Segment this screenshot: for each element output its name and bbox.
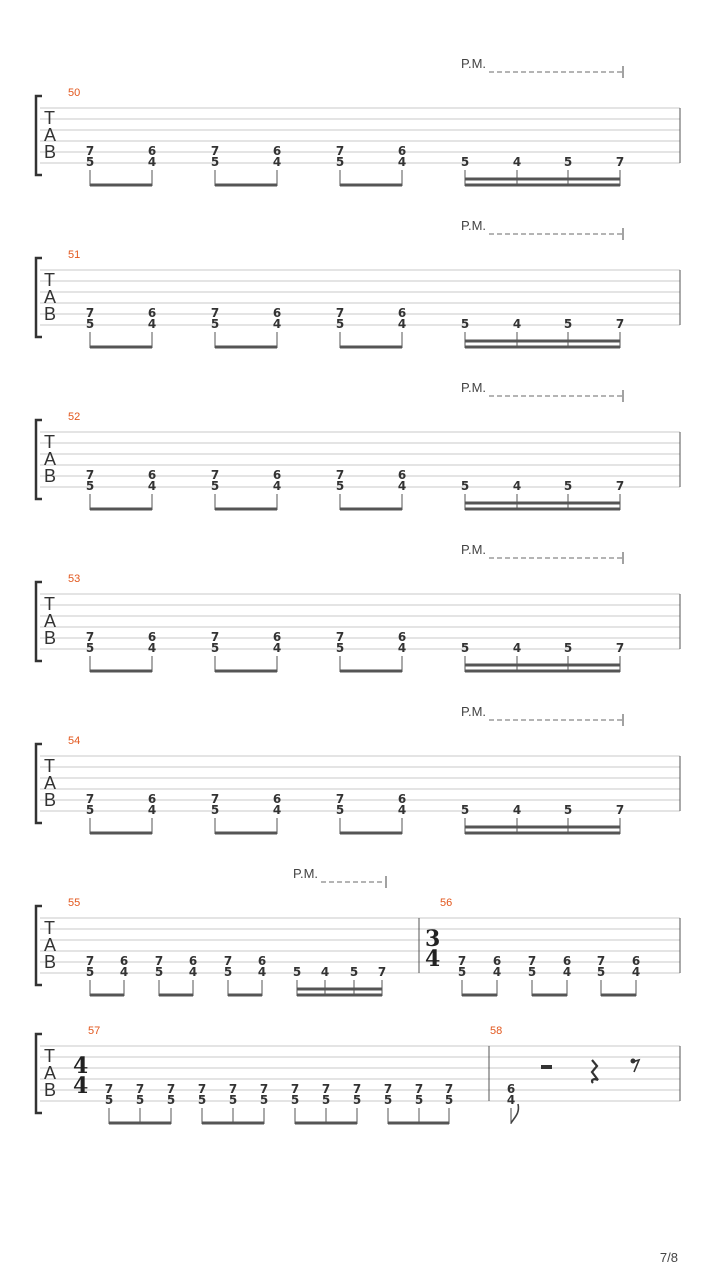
fret-numbers — [86, 144, 624, 169]
fret-number: 7 — [377, 965, 387, 979]
fret-number: 7 — [210, 630, 220, 644]
fret-number: 5 — [563, 317, 573, 331]
fret-number: 6 — [397, 144, 407, 158]
fret-number: 5 — [259, 1093, 269, 1107]
fret-number: 7 — [615, 641, 625, 655]
fret-number: 7 — [615, 803, 625, 817]
fret-number: 4 — [320, 965, 330, 979]
fret-numbers — [86, 468, 624, 493]
fret-number: 7 — [335, 306, 345, 320]
system-2 — [36, 218, 680, 348]
tab-clef-t: T — [44, 756, 55, 776]
tab-clef-b: B — [44, 304, 57, 324]
palm-mute-label: P.M. — [461, 218, 487, 233]
fret-number: 7 — [352, 1082, 362, 1096]
fret-number: 5 — [85, 641, 95, 655]
beams — [90, 494, 620, 510]
tab-clef-b: B — [44, 142, 57, 162]
fret-number: 4 — [147, 155, 157, 169]
fret-number: 5 — [460, 317, 470, 331]
fret-number: 6 — [272, 630, 282, 644]
tab-clef-b: B — [44, 1080, 57, 1100]
fret-number: 5 — [460, 155, 470, 169]
page-number: 7/8 — [659, 1250, 678, 1265]
fret-number: 7 — [210, 792, 220, 806]
bar-number: 51 — [68, 249, 81, 261]
fret-number: 5 — [166, 1093, 176, 1107]
fret-number: 4 — [397, 317, 407, 331]
fret-number: 7 — [596, 954, 606, 968]
tab-clef-b: B — [44, 790, 57, 810]
fret-number: 5 — [228, 1093, 238, 1107]
palm-mute-label: P.M. — [461, 56, 487, 71]
fret-number: 6 — [272, 144, 282, 158]
tab-clef-t: T — [44, 918, 55, 938]
fret-number: 4 — [147, 479, 157, 493]
fret-number: 7 — [335, 144, 345, 158]
fret-number: 6 — [119, 954, 129, 968]
system-5 — [36, 704, 680, 834]
bar-number: 55 — [68, 897, 81, 909]
half-rest-icon — [541, 1065, 552, 1069]
fret-number: 6 — [272, 306, 282, 320]
tab-staff — [40, 918, 680, 973]
fret-number: 5 — [85, 479, 95, 493]
fret-number: 7 — [228, 1082, 238, 1096]
fret-number: 5 — [197, 1093, 207, 1107]
beams — [109, 1108, 449, 1124]
system-6 — [36, 866, 680, 996]
tab-clef-a: A — [44, 449, 57, 469]
fret-number: 7 — [85, 468, 95, 482]
tab-clef-t: T — [44, 1046, 55, 1066]
fret-number: 5 — [85, 317, 95, 331]
time-signature-bottom: 4 — [73, 1073, 89, 1099]
palm-mute-label: P.M. — [293, 866, 319, 881]
fret-number: 5 — [210, 803, 220, 817]
fret-number: 5 — [527, 965, 537, 979]
system-4 — [36, 542, 680, 672]
fret-number: 4 — [188, 965, 198, 979]
fret-number: 5 — [223, 965, 233, 979]
fret-numbers — [86, 630, 624, 655]
fret-number: 5 — [210, 641, 220, 655]
fret-number: 7 — [210, 468, 220, 482]
tab-staff — [40, 594, 680, 649]
fret-number: 5 — [460, 479, 470, 493]
fret-number: 7 — [290, 1082, 300, 1096]
fret-number: 5 — [85, 965, 95, 979]
fret-number: 4 — [147, 641, 157, 655]
fret-number: 7 — [414, 1082, 424, 1096]
fret-number: 5 — [104, 1093, 114, 1107]
fret-number: 6 — [397, 630, 407, 644]
fret-number: 5 — [444, 1093, 454, 1107]
fret-number: 7 — [85, 306, 95, 320]
fret-number: 7 — [85, 954, 95, 968]
bar-number: 53 — [68, 573, 81, 585]
fret-number: 4 — [397, 641, 407, 655]
beams — [90, 656, 620, 672]
fret-number: 4 — [272, 155, 282, 169]
tab-clef-t: T — [44, 270, 55, 290]
fret-number: 7 — [166, 1082, 176, 1096]
fret-number: 6 — [506, 1082, 516, 1096]
fret-number: 7 — [197, 1082, 207, 1096]
fret-number: 6 — [397, 792, 407, 806]
fret-number: 6 — [257, 954, 267, 968]
fret-number: 7 — [615, 317, 625, 331]
tab-clef-a: A — [44, 287, 57, 307]
fret-number: 7 — [85, 630, 95, 644]
tab-clef-a: A — [44, 773, 57, 793]
fret-number: 7 — [444, 1082, 454, 1096]
fret-number: 4 — [272, 479, 282, 493]
tab-clef-t: T — [44, 594, 55, 614]
fret-number: 7 — [321, 1082, 331, 1096]
bar-number: 52 — [68, 411, 81, 423]
fret-number: 5 — [290, 1093, 300, 1107]
tab-clef-b: B — [44, 466, 57, 486]
fret-number: 5 — [154, 965, 164, 979]
bar-number: 50 — [68, 87, 81, 99]
tab-clef-a: A — [44, 935, 57, 955]
tab-staff — [40, 432, 680, 487]
fret-number: 5 — [563, 641, 573, 655]
fret-number: 5 — [335, 479, 345, 493]
fret-number: 5 — [210, 155, 220, 169]
fret-number: 5 — [460, 803, 470, 817]
tab-staff — [40, 756, 680, 811]
quarter-rest-icon — [592, 1060, 598, 1083]
tab-clef-t: T — [44, 108, 55, 128]
fret-number: 6 — [492, 954, 502, 968]
fret-number: 5 — [292, 965, 302, 979]
fret-number: 5 — [457, 965, 467, 979]
beams — [90, 170, 620, 186]
fret-number: 7 — [154, 954, 164, 968]
fret-number: 6 — [562, 954, 572, 968]
time-signature-top: 3 — [425, 926, 441, 952]
system-1 — [36, 56, 680, 186]
fret-number: 5 — [460, 641, 470, 655]
fret-number: 6 — [631, 954, 641, 968]
beams — [90, 332, 620, 348]
tab-staff — [40, 270, 680, 325]
palm-mute-label: P.M. — [461, 704, 487, 719]
eighth-rest-icon — [631, 1059, 640, 1073]
fret-number: 7 — [223, 954, 233, 968]
fret-number: 5 — [85, 155, 95, 169]
fret-number: 6 — [397, 468, 407, 482]
beams — [90, 980, 636, 996]
fret-number: 5 — [383, 1093, 393, 1107]
fret-number: 7 — [335, 792, 345, 806]
fret-numbers — [105, 1082, 515, 1107]
fret-number: 4 — [147, 317, 157, 331]
fret-number: 4 — [512, 479, 522, 493]
fret-number: 4 — [631, 965, 641, 979]
palm-mute-label: P.M. — [461, 380, 487, 395]
fret-number: 5 — [210, 479, 220, 493]
fret-number: 4 — [506, 1093, 516, 1107]
fret-number: 7 — [527, 954, 537, 968]
fret-number: 5 — [85, 803, 95, 817]
fret-number: 4 — [397, 479, 407, 493]
fret-number: 7 — [615, 155, 625, 169]
fret-number: 7 — [210, 144, 220, 158]
time-signature-bottom: 4 — [425, 946, 441, 972]
fret-number: 4 — [397, 155, 407, 169]
bar-number: 56 — [440, 897, 453, 909]
fret-number: 7 — [335, 468, 345, 482]
fret-number: 7 — [615, 479, 625, 493]
system-3 — [36, 380, 680, 510]
fret-number: 5 — [335, 155, 345, 169]
fret-number: 4 — [397, 803, 407, 817]
fret-number: 6 — [272, 792, 282, 806]
fret-number: 5 — [563, 155, 573, 169]
fret-number: 6 — [147, 792, 157, 806]
tab-staff — [40, 108, 680, 163]
fret-number: 6 — [147, 144, 157, 158]
fret-numbers — [86, 306, 624, 331]
time-signature-top: 4 — [73, 1053, 89, 1079]
fret-number: 6 — [147, 468, 157, 482]
fret-number: 4 — [257, 965, 267, 979]
fret-number: 7 — [85, 144, 95, 158]
fret-number: 6 — [188, 954, 198, 968]
fret-number: 4 — [272, 803, 282, 817]
fret-number: 5 — [563, 803, 573, 817]
tab-clef-a: A — [44, 1063, 57, 1083]
beams — [90, 818, 620, 834]
fret-number: 4 — [512, 317, 522, 331]
fret-numbers — [86, 792, 624, 817]
fret-number: 4 — [272, 317, 282, 331]
fret-number: 7 — [335, 630, 345, 644]
fret-number: 5 — [321, 1093, 331, 1107]
tab-clef-t: T — [44, 432, 55, 452]
eighth-note-flag — [511, 1104, 518, 1124]
fret-number: 5 — [596, 965, 606, 979]
tab-clef-a: A — [44, 125, 57, 145]
fret-number: 5 — [135, 1093, 145, 1107]
fret-number: 6 — [397, 306, 407, 320]
fret-number: 5 — [563, 479, 573, 493]
palm-mute-label: P.M. — [461, 542, 487, 557]
tab-clef-b: B — [44, 628, 57, 648]
tab-clef-b: B — [44, 952, 57, 972]
fret-number: 4 — [562, 965, 572, 979]
fret-number: 7 — [259, 1082, 269, 1096]
fret-number: 7 — [210, 306, 220, 320]
fret-number: 4 — [512, 803, 522, 817]
fret-number: 5 — [335, 317, 345, 331]
fret-number: 5 — [349, 965, 359, 979]
fret-numbers — [86, 954, 640, 979]
fret-number: 6 — [147, 306, 157, 320]
fret-number: 7 — [457, 954, 467, 968]
bar-number: 57 — [88, 1025, 101, 1037]
fret-number: 4 — [119, 965, 129, 979]
fret-number: 5 — [335, 641, 345, 655]
fret-number: 6 — [147, 630, 157, 644]
fret-number: 5 — [352, 1093, 362, 1107]
bar-number: 54 — [68, 735, 81, 747]
fret-number: 7 — [85, 792, 95, 806]
fret-number: 4 — [147, 803, 157, 817]
tab-clef-a: A — [44, 611, 57, 631]
bar-number: 58 — [490, 1025, 503, 1037]
fret-number: 7 — [104, 1082, 114, 1096]
fret-number: 7 — [383, 1082, 393, 1096]
fret-number: 5 — [210, 317, 220, 331]
fret-number: 5 — [414, 1093, 424, 1107]
fret-number: 5 — [335, 803, 345, 817]
fret-number: 4 — [272, 641, 282, 655]
fret-number: 7 — [135, 1082, 145, 1096]
fret-number: 6 — [272, 468, 282, 482]
fret-number: 4 — [512, 155, 522, 169]
system-7 — [36, 1025, 680, 1124]
fret-number: 4 — [492, 965, 502, 979]
fret-number: 4 — [512, 641, 522, 655]
